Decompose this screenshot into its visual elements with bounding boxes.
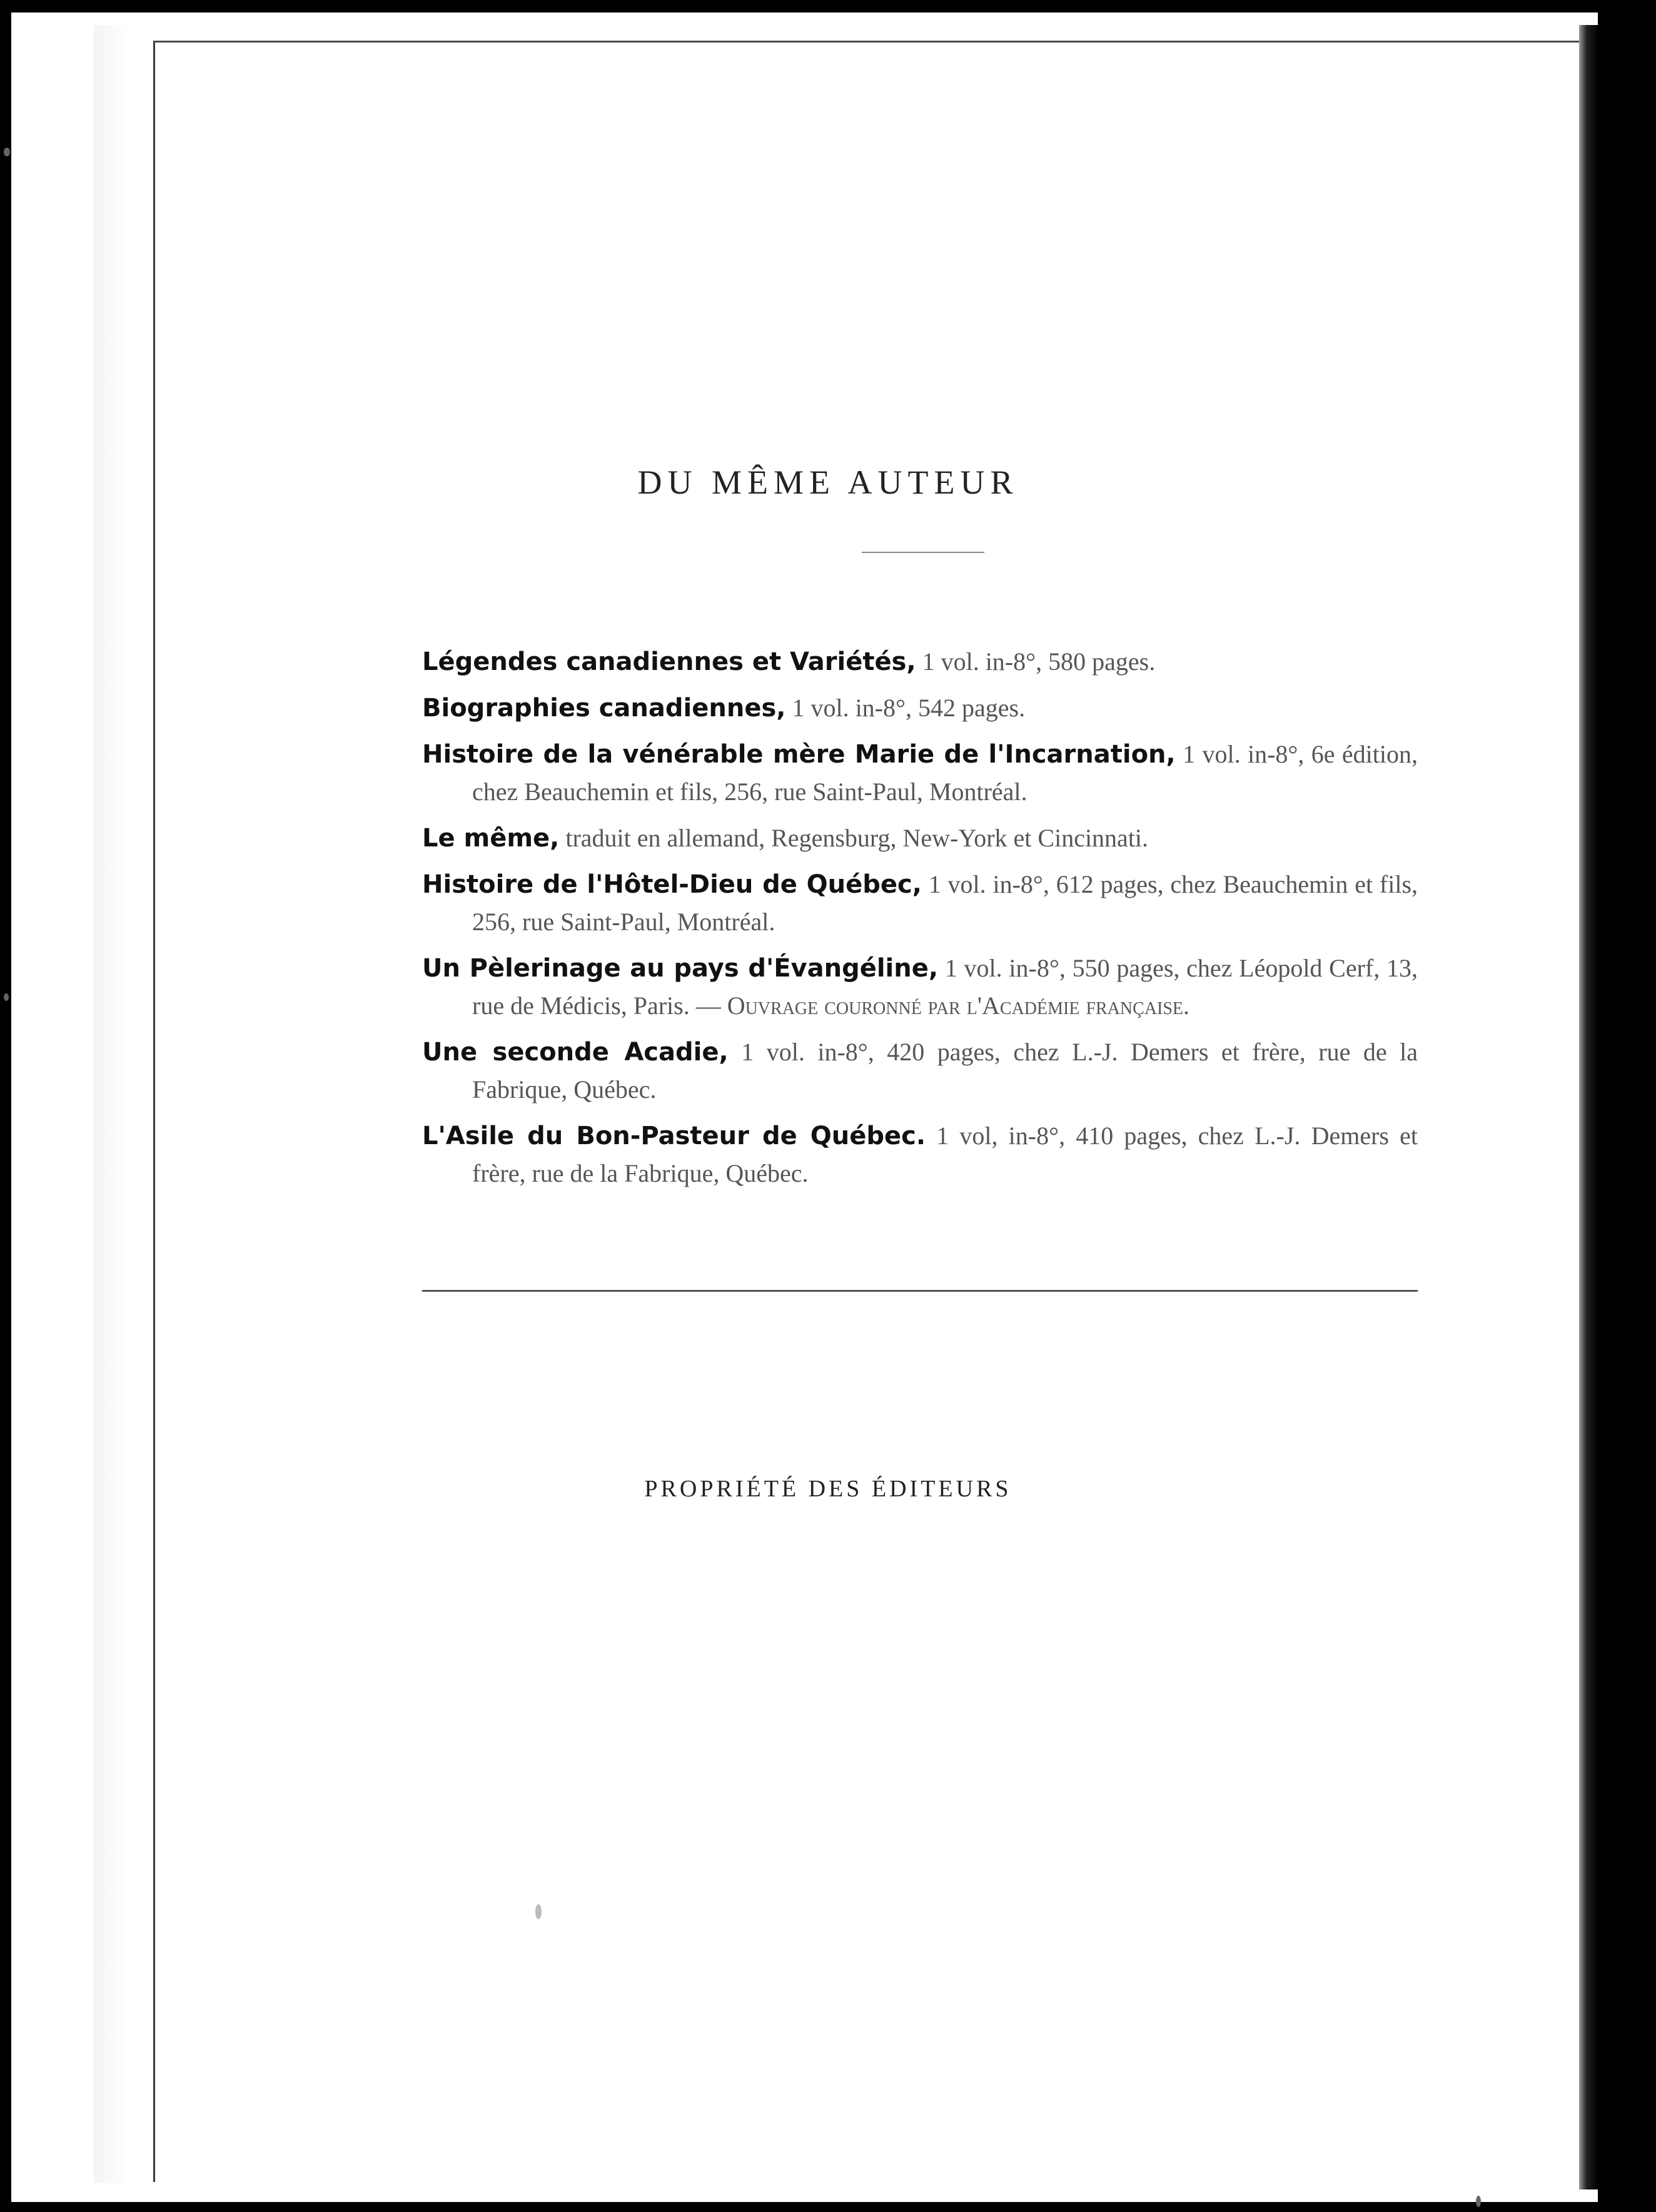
book-spine-shadow [1579, 25, 1598, 2189]
entry-description: 1 vol. in-8°, 6e édition, chez Beauchemin et fils, 256, rue Saint-Paul, Montréal. [472, 740, 1418, 806]
entry-description: 1 vol. in-8°, 420 pages, chez L.-J. Demers et frère, rue de la Fabrique, Québec. [472, 1038, 1418, 1103]
bibliography-entry [422, 689, 1418, 727]
bibliography-entry [422, 866, 1418, 941]
bibliography-entry [422, 736, 1418, 811]
entry-description: traduit en allemand, Regensburg, New-York et Cincinnati. [559, 824, 1149, 852]
award-note: Ouvrage couronné par l'Académie française. [727, 992, 1190, 1020]
entry-title: Histoire de la vénérable mère Marie de l'Incarnation, [422, 740, 1176, 769]
entry-title: L'Asile du Bon-Pasteur de Québec. [422, 1122, 926, 1150]
bibliography-entry [422, 1033, 1418, 1109]
underlying-page-edge [94, 25, 156, 2183]
heading-rule [862, 552, 984, 553]
entry-description: 1 vol, in-8°, 410 pages, chez L.-J. Demers et frère, rue de la Fabrique, Québec. [472, 1122, 1418, 1187]
scan-border-right [1598, 0, 1656, 2212]
bibliography-entry [422, 819, 1418, 857]
scan-speck [4, 148, 10, 156]
bibliography-entry [422, 1117, 1418, 1192]
scan-speck [4, 993, 9, 1001]
entry-title: Histoire de l'Hôtel-Dieu de Québec, [422, 870, 922, 899]
scan-speck [1476, 2196, 1481, 2207]
bibliography-list [422, 643, 1418, 1201]
entry-title: Biographies canadiennes, [422, 694, 786, 723]
entry-title: Légendes canadiennes et Variétés, [422, 647, 916, 676]
bibliography-entry [422, 643, 1418, 681]
entry-description: 1 vol. in-8°, 550 pages, chez Léopold Cerf, 13, rue de Médicis, Paris. — [472, 954, 1418, 1020]
section-heading: DU MÊME AUTEUR [637, 464, 1019, 501]
entry-title: Une seconde Acadie, [422, 1038, 729, 1067]
scan-speck [535, 1904, 542, 1919]
entry-description: 1 vol. in-8°, 580 pages. [916, 647, 1156, 676]
entry-description: 1 vol. in-8°, 612 pages, chez Beauchemin et fils, 256, rue Saint-Paul, Montréal. [472, 870, 1418, 936]
entry-title: Un Pèlerinage au pays d'Évangéline, [422, 954, 939, 983]
bibliography-entry [422, 950, 1418, 1025]
publisher-notice: PROPRIÉTÉ DES ÉDITEURS [644, 1476, 1012, 1502]
entry-description: 1 vol. in-8°, 542 pages. [785, 694, 1026, 722]
entry-title: Le même, [422, 824, 560, 853]
section-divider [422, 1290, 1418, 1292]
